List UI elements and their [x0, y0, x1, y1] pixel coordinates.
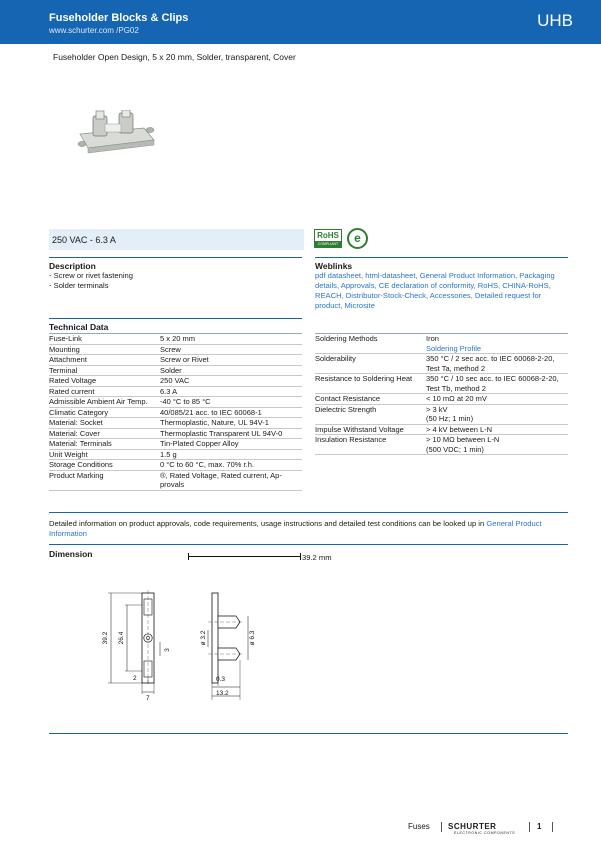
dim-label: 26.4	[118, 631, 125, 645]
scale-label: 39.2 mm	[302, 553, 332, 562]
rating-text: 250 VAC - 6.3 A	[52, 235, 116, 245]
product-code: UHB	[537, 11, 573, 30]
divider	[49, 733, 568, 734]
table-row: Terminal Solder	[49, 365, 302, 376]
divider	[315, 257, 568, 258]
table-row: Climatic Category 40/085/21 acc. to IEC 60068-1	[49, 407, 302, 418]
general-info-note: Detailed information on product approvals, code requirements, usage instructions and detailed test conditions can be looked up in General Product Information	[49, 519, 542, 538]
weblinks-line[interactable]: REACH, Distributor-Stock-Check, Accessories, Detailed request for	[315, 291, 542, 300]
table-row: Product Marking ®, Rated Voltage, Rated current, Ap- provals	[49, 470, 302, 490]
table-row: Impulse Withstand Voltage > 4 kV between L-N	[315, 424, 568, 435]
technical-heading: Technical Data	[49, 322, 109, 332]
divider	[49, 544, 568, 545]
table-row: Resistance to Soldering Heat 350 °C / 10 sec acc. to IEC 60068-2-20, Test Tb, method 2	[315, 374, 568, 394]
divider	[49, 318, 302, 319]
table-row: Attachment Screw or Rivet	[49, 355, 302, 366]
divider	[49, 257, 302, 258]
weblinks-line[interactable]: pdf datasheet, html-datasheet, General Product Information, Packaging	[315, 271, 555, 280]
page-number: 1	[537, 822, 542, 831]
footer-separator	[529, 822, 530, 832]
general-info-link-cont[interactable]: Information	[49, 529, 87, 538]
table-row: Admissible Ambient Air Temp. -40 °C to 85 °C	[49, 397, 302, 408]
table-row: Contact Resistance < 10 mΩ at 20 mV	[315, 394, 568, 405]
table-row: Material: Terminals Tin-Plated Copper Alloy	[49, 439, 302, 450]
description-item: - Solder terminals	[49, 281, 109, 290]
footer-section: Fuses	[408, 822, 430, 831]
footer-brand-tagline: ELECTRONIC COMPONENTS	[454, 831, 516, 835]
scale-tick	[300, 553, 301, 560]
product-photo	[74, 110, 160, 160]
weblinks-line[interactable]: details, Approvals, CE declaration of conformity, RoHS, CHINA-RoHS,	[315, 281, 551, 290]
table-row: Rated current 6.3 A	[49, 386, 302, 397]
footer-separator	[441, 822, 442, 832]
dimension-drawing	[90, 590, 260, 705]
table-row: Solderability 350 °C / 2 sec acc. to IEC 60068-2-20, Test Ta, method 2	[315, 354, 568, 374]
table-row: Soldering Methods Iron Soldering Profile	[315, 334, 568, 354]
table-row: Insulation Resistance > 10 MΩ between L-N (500 VDC; 1 min)	[315, 435, 568, 455]
footer-separator	[552, 822, 553, 832]
soldering-profile-link[interactable]: Soldering Profile	[426, 343, 482, 353]
header-url[interactable]: www.schurter.com /PG02	[49, 26, 139, 35]
footer-brand-logo: SCHURTER	[448, 822, 497, 831]
dim-label: ø 6.3	[249, 630, 256, 646]
description-heading: Description	[49, 261, 96, 271]
dimension-heading: Dimension	[49, 549, 93, 559]
divider	[49, 512, 568, 513]
dim-label: 13.2	[216, 690, 229, 697]
rohs-badge: RoHS COMPLIANT	[314, 229, 342, 248]
product-subtitle: Fuseholder Open Design, 5 x 20 mm, Solder, transparent, Cover	[53, 52, 296, 62]
scale-bar	[188, 556, 300, 557]
general-info-link[interactable]: General Product	[486, 519, 542, 528]
table-row: Fuse-Link 5 x 20 mm	[49, 334, 302, 344]
dim-label: 2	[133, 675, 137, 682]
dim-label: 7	[146, 695, 150, 702]
scale-tick	[188, 553, 189, 560]
table-row: Storage Conditions 0 °C to 60 °C, max. 70% r.h.	[49, 460, 302, 471]
table-row: Material: Cover Thermoplastic Transparent UL 94V-0	[49, 428, 302, 439]
header-title: Fuseholder Blocks & Clips	[49, 12, 189, 24]
table-row: Unit Weight 1.5 g	[49, 449, 302, 460]
dim-label: 39.2	[102, 631, 109, 645]
table-row: Dielectric Strength > 3 kV (50 Hz; 1 min)	[315, 404, 568, 424]
description-item: - Screw or rivet fastening	[49, 271, 133, 280]
dim-label: 0.3	[216, 676, 226, 683]
weblinks-heading: Weblinks	[315, 261, 353, 271]
dim-label: ø 3.2	[200, 630, 207, 646]
technical-table-right	[315, 334, 568, 455]
weblinks-line[interactable]: product, Microsite	[315, 301, 375, 310]
technical-table-left	[49, 334, 302, 491]
table-row: Rated Voltage 250 VAC	[49, 376, 302, 387]
table-row: Mounting Screw	[49, 344, 302, 355]
china-rohs-icon: e	[347, 228, 368, 249]
dim-label: 3	[164, 648, 171, 652]
table-row: Material: Socket Thermoplastic, Nature, UL 94V-1	[49, 418, 302, 429]
